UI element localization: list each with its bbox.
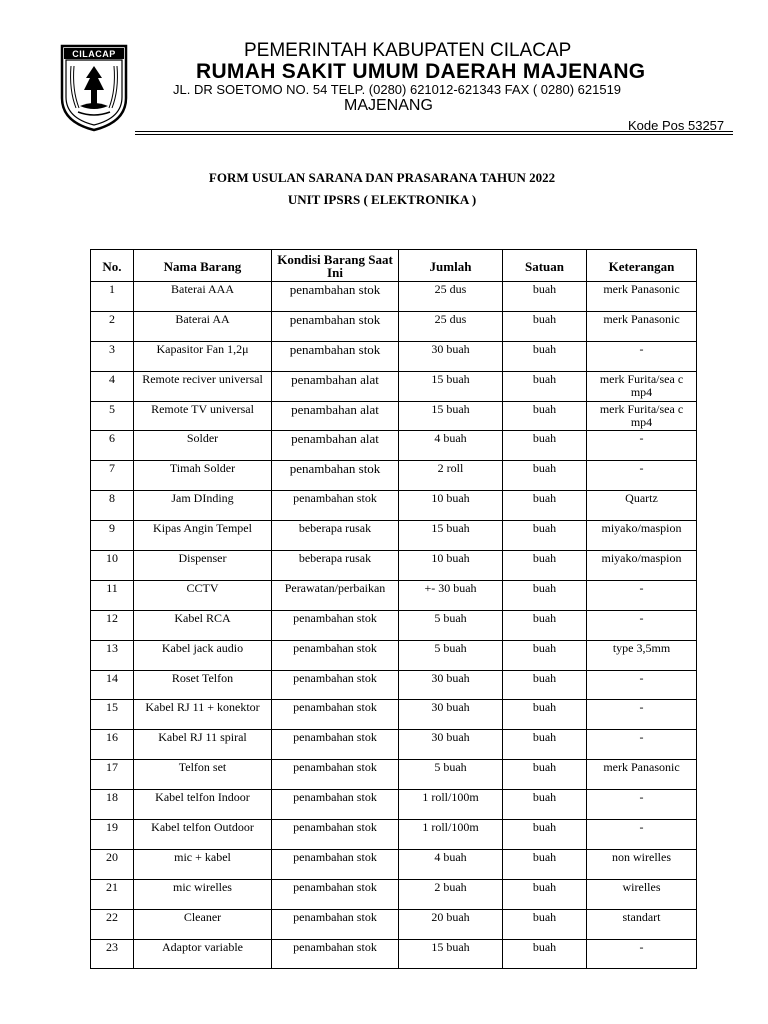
table-row bbox=[91, 820, 697, 850]
cell-nama-barang: Roset Telfon bbox=[134, 670, 272, 700]
cell-no: 5 bbox=[91, 401, 134, 431]
cell-nama-barang: mic + kabel bbox=[134, 849, 272, 879]
cell-jumlah: 1 roll/100m bbox=[399, 790, 503, 820]
cell-no: 2 bbox=[91, 311, 134, 341]
cell-satuan: buah bbox=[503, 461, 587, 491]
header-divider bbox=[135, 131, 733, 132]
cell-jumlah: 15 buah bbox=[399, 521, 503, 551]
cell-nama-barang: Baterai AA bbox=[134, 311, 272, 341]
cell-nama-barang: Kabel telfon Indoor bbox=[134, 790, 272, 820]
cell-keterangan: non wirelles bbox=[587, 849, 697, 879]
cell-jumlah: 25 dus bbox=[399, 311, 503, 341]
table-row bbox=[91, 640, 697, 670]
cell-nama-barang: Dispenser bbox=[134, 551, 272, 581]
cell-no: 6 bbox=[91, 431, 134, 461]
table-row bbox=[91, 341, 697, 371]
header-divider-secondary bbox=[135, 134, 733, 135]
cell-kondisi: penambahan alat bbox=[272, 431, 399, 461]
cell-satuan: buah bbox=[503, 521, 587, 551]
cell-kondisi: penambahan stok bbox=[272, 640, 399, 670]
cell-satuan: buah bbox=[503, 700, 587, 730]
postal-code: Kode Pos 53257 bbox=[628, 118, 725, 133]
cell-keterangan: wirelles bbox=[587, 879, 697, 909]
cell-kondisi: penambahan stok bbox=[272, 700, 399, 730]
cell-jumlah: 15 buah bbox=[399, 939, 503, 969]
table-row bbox=[91, 730, 697, 760]
hospital-address: JL. DR SOETOMO NO. 54 TELP. (0280) 621012-621343 FAX ( 0280) 621519 bbox=[173, 82, 622, 97]
cell-nama-barang: Jam DInding bbox=[134, 491, 272, 521]
cell-nama-barang: Telfon set bbox=[134, 760, 272, 790]
cell-no: 16 bbox=[91, 730, 134, 760]
form-subtitle: UNIT IPSRS ( ELEKTRONIKA ) bbox=[287, 192, 477, 207]
cell-jumlah: 25 dus bbox=[399, 282, 503, 312]
cell-satuan: buah bbox=[503, 730, 587, 760]
cell-no: 14 bbox=[91, 670, 134, 700]
cell-jumlah: 15 buah bbox=[399, 401, 503, 431]
cell-nama-barang: Timah Solder bbox=[134, 461, 272, 491]
table-row bbox=[91, 371, 697, 401]
cell-jumlah: 30 buah bbox=[399, 670, 503, 700]
cell-satuan: buah bbox=[503, 879, 587, 909]
cell-nama-barang: Kabel RJ 11 + konektor bbox=[134, 700, 272, 730]
table-row bbox=[91, 521, 697, 551]
cell-jumlah: 4 buah bbox=[399, 431, 503, 461]
cell-kondisi: penambahan stok bbox=[272, 909, 399, 939]
cell-satuan: buah bbox=[503, 849, 587, 879]
cell-kondisi: penambahan stok bbox=[272, 491, 399, 521]
cell-kondisi: beberapa rusak bbox=[272, 551, 399, 581]
cell-no: 17 bbox=[91, 760, 134, 790]
cell-no: 10 bbox=[91, 551, 134, 581]
table-row bbox=[91, 849, 697, 879]
cell-nama-barang: mic wirelles bbox=[134, 879, 272, 909]
cell-keterangan: merk Panasonic bbox=[587, 282, 697, 312]
cell-jumlah: 4 buah bbox=[399, 849, 503, 879]
cell-keterangan: standart bbox=[587, 909, 697, 939]
cell-keterangan: - bbox=[587, 461, 697, 491]
cell-kondisi: penambahan stok bbox=[272, 282, 399, 312]
header-kondisi: Kondisi Barang Saat Ini bbox=[272, 250, 399, 282]
cell-kondisi: penambahan stok bbox=[272, 849, 399, 879]
cell-satuan: buah bbox=[503, 371, 587, 401]
cell-satuan: buah bbox=[503, 820, 587, 850]
table-row bbox=[91, 461, 697, 491]
cell-kondisi: beberapa rusak bbox=[272, 521, 399, 551]
cell-no: 7 bbox=[91, 461, 134, 491]
cell-keterangan: miyako/maspion bbox=[587, 521, 697, 551]
cell-jumlah: 10 buah bbox=[399, 491, 503, 521]
cell-nama-barang: Adaptor variable bbox=[134, 939, 272, 969]
cell-keterangan: miyako/maspion bbox=[587, 551, 697, 581]
cell-kondisi: penambahan stok bbox=[272, 730, 399, 760]
header-keterangan: Keterangan bbox=[587, 250, 697, 282]
cell-kondisi: penambahan stok bbox=[272, 461, 399, 491]
cell-keterangan: - bbox=[587, 700, 697, 730]
header-nama-barang: Nama Barang bbox=[134, 250, 272, 282]
cell-satuan: buah bbox=[503, 939, 587, 969]
proposal-table bbox=[90, 249, 697, 969]
cell-no: 1 bbox=[91, 282, 134, 312]
cilacap-regency-seal bbox=[58, 42, 130, 132]
cell-jumlah: 5 buah bbox=[399, 640, 503, 670]
table-row bbox=[91, 939, 697, 969]
table-row bbox=[91, 700, 697, 730]
cell-no: 23 bbox=[91, 939, 134, 969]
cell-kondisi: Perawatan/perbaikan bbox=[272, 580, 399, 610]
cell-satuan: buah bbox=[503, 670, 587, 700]
cell-satuan: buah bbox=[503, 491, 587, 521]
cell-no: 15 bbox=[91, 700, 134, 730]
cell-kondisi: penambahan alat bbox=[272, 371, 399, 401]
table-row bbox=[91, 610, 697, 640]
table-header-row bbox=[91, 250, 697, 282]
table-row bbox=[91, 879, 697, 909]
table-row bbox=[91, 311, 697, 341]
cell-nama-barang: Solder bbox=[134, 431, 272, 461]
cell-nama-barang: CCTV bbox=[134, 580, 272, 610]
cell-keterangan: merk Furita/sea c mp4 bbox=[587, 371, 697, 401]
cell-keterangan: - bbox=[587, 341, 697, 371]
table-row bbox=[91, 551, 697, 581]
cell-no: 19 bbox=[91, 820, 134, 850]
cell-no: 8 bbox=[91, 491, 134, 521]
table-row bbox=[91, 401, 697, 431]
government-name: PEMERINTAH KABUPATEN CILACAP bbox=[244, 40, 572, 61]
form-title: FORM USULAN SARANA DAN PRASARANA TAHUN 2022 bbox=[208, 170, 556, 185]
cell-jumlah: 5 buah bbox=[399, 760, 503, 790]
cell-satuan: buah bbox=[503, 610, 587, 640]
cell-keterangan: - bbox=[587, 670, 697, 700]
cell-kondisi: penambahan stok bbox=[272, 790, 399, 820]
cell-satuan: buah bbox=[503, 341, 587, 371]
cell-jumlah: 15 buah bbox=[399, 371, 503, 401]
cell-kondisi: penambahan stok bbox=[272, 610, 399, 640]
cell-keterangan: Quartz bbox=[587, 491, 697, 521]
cell-keterangan: - bbox=[587, 820, 697, 850]
cell-jumlah: 2 buah bbox=[399, 879, 503, 909]
cell-no: 4 bbox=[91, 371, 134, 401]
cell-keterangan: - bbox=[587, 431, 697, 461]
hospital-name: RUMAH SAKIT UMUM DAERAH MAJENANG bbox=[196, 60, 646, 83]
cell-keterangan: merk Furita/sea c mp4 bbox=[587, 401, 697, 431]
cell-no: 22 bbox=[91, 909, 134, 939]
cell-keterangan: - bbox=[587, 580, 697, 610]
cell-nama-barang: Kabel jack audio bbox=[134, 640, 272, 670]
header-no: No. bbox=[91, 250, 134, 282]
cell-keterangan: - bbox=[587, 610, 697, 640]
cell-nama-barang: Remote reciver universal bbox=[134, 371, 272, 401]
cell-satuan: buah bbox=[503, 790, 587, 820]
cell-nama-barang: Kabel telfon Outdoor bbox=[134, 820, 272, 850]
table-body bbox=[91, 282, 697, 969]
cell-satuan: buah bbox=[503, 551, 587, 581]
cell-no: 9 bbox=[91, 521, 134, 551]
table-row bbox=[91, 790, 697, 820]
svg-text:CILACAP: CILACAP bbox=[72, 49, 116, 59]
hospital-city: MAJENANG bbox=[344, 97, 433, 114]
cell-no: 20 bbox=[91, 849, 134, 879]
cell-satuan: buah bbox=[503, 311, 587, 341]
cell-jumlah: 30 buah bbox=[399, 341, 503, 371]
cell-no: 12 bbox=[91, 610, 134, 640]
cell-kondisi: penambahan stok bbox=[272, 879, 399, 909]
cell-nama-barang: Cleaner bbox=[134, 909, 272, 939]
cell-keterangan: merk Panasonic bbox=[587, 760, 697, 790]
cell-kondisi: penambahan alat bbox=[272, 401, 399, 431]
table-row bbox=[91, 431, 697, 461]
cell-satuan: buah bbox=[503, 580, 587, 610]
cell-no: 3 bbox=[91, 341, 134, 371]
cell-nama-barang: Kapasitor Fan 1,2μ bbox=[134, 341, 272, 371]
cell-jumlah: 30 buah bbox=[399, 730, 503, 760]
cell-kondisi: penambahan stok bbox=[272, 311, 399, 341]
cell-satuan: buah bbox=[503, 760, 587, 790]
cell-kondisi: penambahan stok bbox=[272, 760, 399, 790]
header-jumlah: Jumlah bbox=[399, 250, 503, 282]
cell-kondisi: penambahan stok bbox=[272, 820, 399, 850]
cell-satuan: buah bbox=[503, 282, 587, 312]
header-satuan: Satuan bbox=[503, 250, 587, 282]
cell-no: 11 bbox=[91, 580, 134, 610]
cell-jumlah: +- 30 buah bbox=[399, 580, 503, 610]
cell-jumlah: 10 buah bbox=[399, 551, 503, 581]
cell-kondisi: penambahan stok bbox=[272, 670, 399, 700]
table-row bbox=[91, 491, 697, 521]
cell-satuan: buah bbox=[503, 431, 587, 461]
cell-nama-barang: Kabel RJ 11 spiral bbox=[134, 730, 272, 760]
cell-nama-barang: Remote TV universal bbox=[134, 401, 272, 431]
cell-keterangan: - bbox=[587, 730, 697, 760]
cell-satuan: buah bbox=[503, 909, 587, 939]
table-row bbox=[91, 909, 697, 939]
cell-jumlah: 20 buah bbox=[399, 909, 503, 939]
cell-keterangan: type 3,5mm bbox=[587, 640, 697, 670]
cell-kondisi: penambahan stok bbox=[272, 939, 399, 969]
cell-keterangan: merk Panasonic bbox=[587, 311, 697, 341]
cell-keterangan: - bbox=[587, 790, 697, 820]
cell-no: 21 bbox=[91, 879, 134, 909]
table-row bbox=[91, 670, 697, 700]
table-row bbox=[91, 760, 697, 790]
cell-satuan: buah bbox=[503, 401, 587, 431]
cell-jumlah: 1 roll/100m bbox=[399, 820, 503, 850]
cell-nama-barang: Kabel RCA bbox=[134, 610, 272, 640]
cell-no: 18 bbox=[91, 790, 134, 820]
table-row bbox=[91, 282, 697, 312]
cell-no: 13 bbox=[91, 640, 134, 670]
cell-jumlah: 2 roll bbox=[399, 461, 503, 491]
cell-nama-barang: Baterai AAA bbox=[134, 282, 272, 312]
cell-nama-barang: Kipas Angin Tempel bbox=[134, 521, 272, 551]
cell-kondisi: penambahan stok bbox=[272, 341, 399, 371]
cell-keterangan: - bbox=[587, 939, 697, 969]
cell-jumlah: 30 buah bbox=[399, 700, 503, 730]
cell-jumlah: 5 buah bbox=[399, 610, 503, 640]
table-row bbox=[91, 580, 697, 610]
cell-satuan: buah bbox=[503, 640, 587, 670]
